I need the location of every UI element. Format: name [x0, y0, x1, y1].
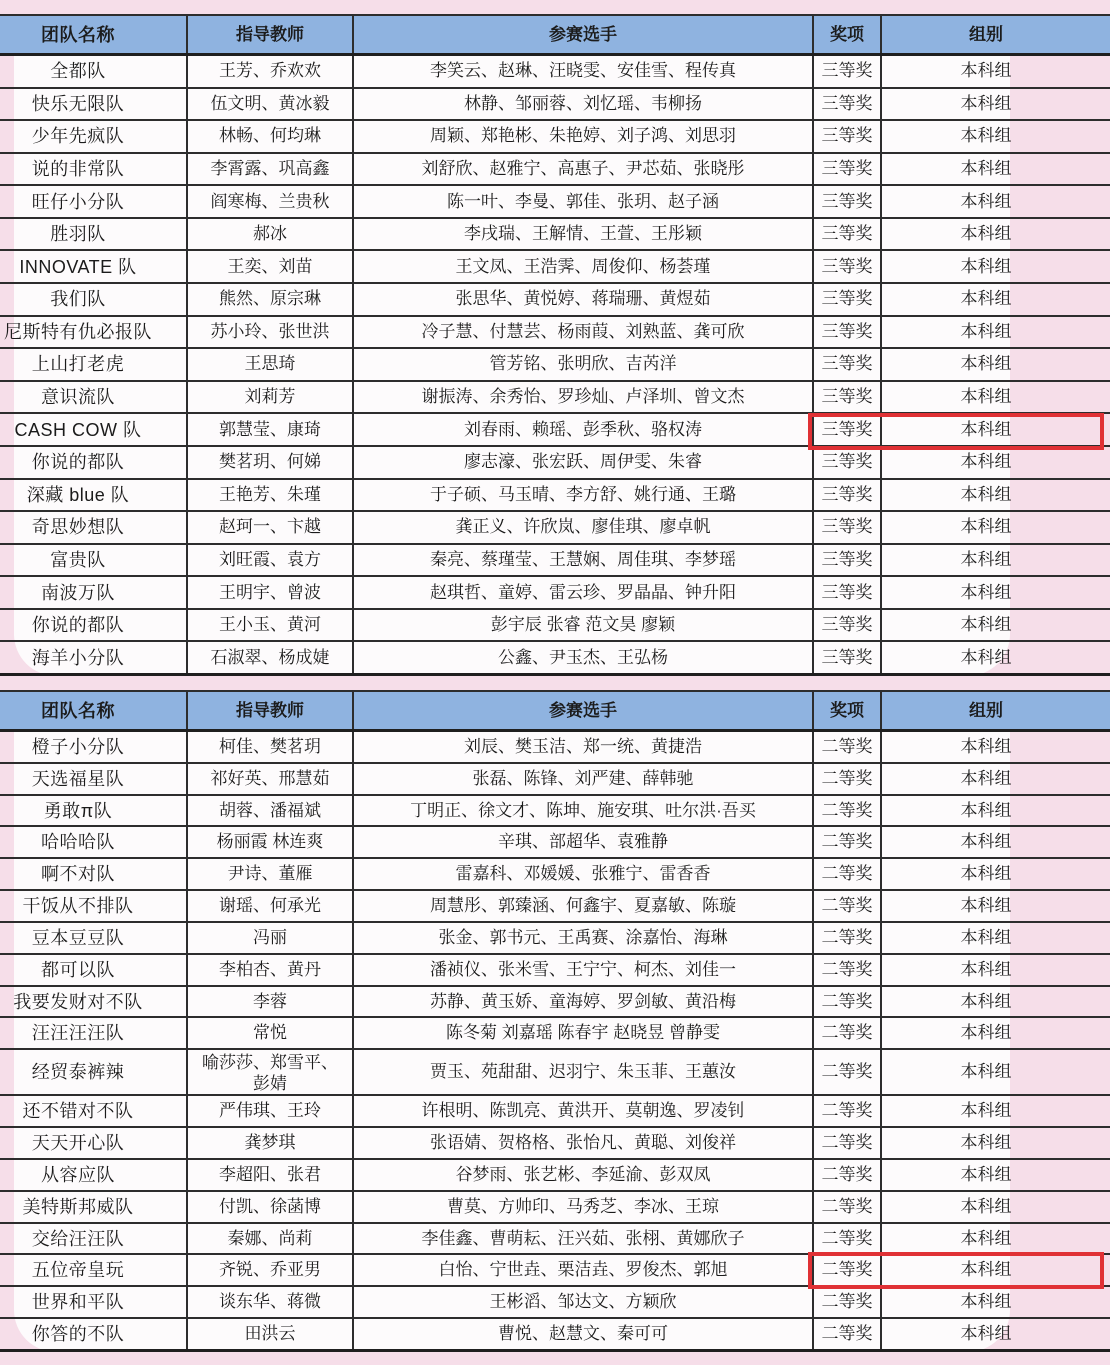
table-row [0, 764, 1110, 796]
results-card-second-prize [14, 690, 1010, 1352]
group-cell: 本科组 [880, 859, 1090, 889]
team-name-cell: 哈哈哈队 [41, 832, 115, 853]
teachers-line1: 喻莎莎、郑雪平、 [202, 1053, 338, 1073]
teachers-cell: 常悦 [186, 1018, 352, 1048]
group-cell: 本科组 [880, 642, 1090, 673]
award-cell: 二等奖 [812, 1018, 880, 1048]
award-cell: 三等奖 [812, 251, 880, 282]
teachers-cell: 田洪云 [186, 1319, 352, 1349]
participants-cell: 张思华、黄悦婷、蒋瑞珊、黄煜茹 [352, 284, 812, 315]
group-cell: 本科组 [880, 827, 1090, 857]
participants-cell: 冷子慧、付慧芸、杨雨葭、刘熟蓝、龚可欣 [352, 317, 812, 348]
team-name-cell: 我们队 [50, 289, 106, 310]
team-name-cell: 交给汪汪队 [31, 1228, 125, 1249]
award-cell: 二等奖 [812, 764, 880, 794]
teachers-cell: 郝冰 [186, 219, 352, 250]
participants-cell: 谷梦雨、张艺彬、李延渝、彭双凤 [352, 1160, 812, 1190]
award-cell: 三等奖 [812, 610, 880, 641]
teachers-cell: 苏小玲、张世洪 [186, 317, 352, 348]
teachers-cell: 刘莉芳 [186, 382, 352, 413]
table-row [0, 642, 1110, 676]
table-row [0, 1050, 1110, 1096]
column-header-group: 组别 [880, 16, 1090, 53]
table-row [0, 1287, 1110, 1319]
award-cell: 二等奖 [812, 923, 880, 953]
award-cell: 三等奖 [812, 219, 880, 250]
group-cell: 本科组 [880, 251, 1090, 282]
participants-cell: 辛琪、部超华、袁雅静 [352, 827, 812, 857]
teachers-cell: 秦娜、尚莉 [186, 1224, 352, 1254]
teachers-cell: 柯佳、樊茗玥 [186, 732, 352, 762]
column-header-players: 参赛选手 [352, 692, 812, 729]
table-row [0, 349, 1110, 382]
participants-cell: 林静、邹丽蓉、刘忆瑶、韦柳扬 [352, 89, 812, 120]
column-header-teachers: 指导教师 [186, 16, 352, 53]
group-cell: 本科组 [880, 349, 1090, 380]
team-name-cell: 美特斯邦威队 [22, 1196, 134, 1217]
award-cell: 三等奖 [812, 284, 880, 315]
award-cell: 二等奖 [812, 796, 880, 826]
award-cell: 三等奖 [812, 414, 880, 445]
award-cell: 三等奖 [812, 186, 880, 217]
table-row [0, 89, 1110, 122]
participants-cell: 刘舒欣、赵雅宁、高惠子、尹芯茹、张晓彤 [352, 154, 812, 185]
team-name-cell: 天天开心队 [31, 1133, 125, 1154]
award-cell: 三等奖 [812, 642, 880, 673]
team-name-cell: 意识流队 [41, 387, 115, 408]
team-name-cell: 橙子小分队 [31, 736, 125, 757]
teachers-line2: 彭婧 [253, 1074, 287, 1094]
table-row [0, 955, 1110, 987]
column-header-team: 团队名称 [41, 24, 115, 45]
table-row [0, 251, 1110, 284]
participants-cell: 于子硕、马玉晴、李方舒、姚行通、王璐 [352, 480, 812, 511]
participants-cell: 管芳铭、张明欣、吉芮洋 [352, 349, 812, 380]
team-name-cell: 尼斯特有仇必报队 [4, 321, 152, 342]
table-row [0, 447, 1110, 480]
award-cell: 三等奖 [812, 447, 880, 478]
award-cell: 二等奖 [812, 827, 880, 857]
award-cell: 二等奖 [812, 987, 880, 1017]
group-cell: 本科组 [880, 610, 1090, 641]
team-name-cell: 你说的都队 [31, 615, 125, 636]
column-header-teachers: 指导教师 [186, 692, 352, 729]
teachers-cell: 林畅、何均琳 [186, 121, 352, 152]
table-row [0, 186, 1110, 219]
table-row [0, 859, 1110, 891]
column-header-group: 组别 [880, 692, 1090, 729]
table-row [0, 1096, 1110, 1128]
teachers-cell: 赵珂一、卞越 [186, 512, 352, 543]
group-cell: 本科组 [880, 284, 1090, 315]
team-name-cell: 全都队 [50, 61, 106, 82]
teachers-cell: 胡蓉、潘福斌 [186, 796, 352, 826]
table-row [0, 577, 1110, 610]
group-cell: 本科组 [880, 1160, 1090, 1190]
award-cell: 三等奖 [812, 577, 880, 608]
group-cell: 本科组 [880, 1192, 1090, 1222]
participants-cell: 张磊、陈锋、刘严建、薛韩驰 [352, 764, 812, 794]
team-name-cell: 深藏 blue 队 [26, 484, 130, 505]
column-header-players: 参赛选手 [352, 16, 812, 53]
group-cell: 本科组 [880, 382, 1090, 413]
award-cell: 二等奖 [812, 1096, 880, 1126]
award-cell: 二等奖 [812, 1255, 880, 1285]
teachers-cell: 王芳、乔欢欢 [186, 56, 352, 87]
team-name-cell: 少年先疯队 [31, 126, 125, 147]
team-name-cell: 南波万队 [41, 582, 115, 603]
group-cell: 本科组 [880, 1255, 1090, 1285]
table-header-row [0, 14, 1110, 56]
participants-cell: 张金、郭书元、王禹赛、涂嘉怡、海琳 [352, 923, 812, 953]
award-cell: 三等奖 [812, 154, 880, 185]
table-row [0, 987, 1110, 1019]
teachers-cell: 李柏杏、黄丹 [186, 955, 352, 985]
group-cell: 本科组 [880, 56, 1090, 87]
participants-cell: 雷嘉科、邓媛媛、张雅宁、雷香香 [352, 859, 812, 889]
participants-cell: 苏静、黄玉娇、童海婷、罗剑敏、黄沿梅 [352, 987, 812, 1017]
teachers-cell: 石淑翠、杨成婕 [186, 642, 352, 673]
table-row [0, 891, 1110, 923]
award-cell: 二等奖 [812, 1224, 880, 1254]
results-card-third-prize [4, 14, 1012, 676]
teachers-cell: 谈东华、蒋微 [186, 1287, 352, 1317]
column-header-team: 团队名称 [41, 700, 115, 721]
participants-cell: 刘春雨、赖瑶、彭季秋、骆权涛 [352, 414, 812, 445]
participants-cell: 许根明、陈凯亮、黄洪开、莫朝逸、罗凌钊 [352, 1096, 812, 1126]
participants-cell: 曹莫、方帅印、马秀芝、李冰、王琼 [352, 1192, 812, 1222]
table-row [0, 219, 1110, 252]
teachers-cell: 冯丽 [186, 923, 352, 953]
award-cell: 三等奖 [812, 480, 880, 511]
participants-cell: 王彬滔、邹达文、方颖欣 [352, 1287, 812, 1317]
award-cell: 三等奖 [812, 89, 880, 120]
award-cell: 二等奖 [812, 955, 880, 985]
team-name-cell: 上山打老虎 [31, 354, 125, 375]
group-cell: 本科组 [880, 512, 1090, 543]
teachers-cell: 严伟琪、王玲 [186, 1096, 352, 1126]
table-row [0, 796, 1110, 828]
teachers-cell: 王奕、刘苗 [186, 251, 352, 282]
table-row [0, 121, 1110, 154]
award-cell: 二等奖 [812, 1128, 880, 1158]
group-cell: 本科组 [880, 186, 1090, 217]
participants-cell: 周颖、郑艳彬、朱艳婷、刘子鸿、刘思羽 [352, 121, 812, 152]
teachers-cell: 杨丽霞 林连爽 [186, 827, 352, 857]
table-row [0, 732, 1110, 764]
team-name-cell: 经贸泰裤辣 [31, 1062, 125, 1083]
award-cell: 三等奖 [812, 317, 880, 348]
team-name-cell: 干饭从不排队 [22, 896, 134, 917]
group-cell: 本科组 [880, 923, 1090, 953]
teachers-cell: 龚梦琪 [186, 1128, 352, 1158]
table-row [0, 284, 1110, 317]
teachers-cell: 齐锐、乔亚男 [186, 1255, 352, 1285]
group-cell: 本科组 [880, 955, 1090, 985]
table-row [0, 154, 1110, 187]
participants-cell: 李戌瑞、王解情、王萱、王彤颖 [352, 219, 812, 250]
award-cell: 二等奖 [812, 1192, 880, 1222]
group-cell: 本科组 [880, 732, 1090, 762]
table-row [0, 317, 1110, 350]
awards-table [0, 690, 1110, 1352]
award-cell: 二等奖 [812, 1287, 880, 1317]
teachers-cell: 王明宇、曾波 [186, 577, 352, 608]
group-cell: 本科组 [880, 764, 1090, 794]
award-cell: 三等奖 [812, 121, 880, 152]
participants-cell: 彭宇辰 张睿 范文昊 廖颖 [352, 610, 812, 641]
table-header-row [0, 690, 1110, 732]
participants-cell: 李笑云、赵琳、汪晓雯、安佳雪、程传真 [352, 56, 812, 87]
team-name-cell: 啊不对队 [41, 864, 115, 885]
group-cell: 本科组 [880, 89, 1090, 120]
participants-cell: 公鑫、尹玉杰、王弘杨 [352, 642, 812, 673]
team-name-cell: 汪汪汪汪队 [31, 1023, 125, 1044]
table-row [0, 1192, 1110, 1224]
participants-cell: 曹悦、赵慧文、秦可可 [352, 1319, 812, 1349]
table-row [0, 1255, 1110, 1287]
participants-cell: 刘辰、樊玉洁、郑一统、黄捷浩 [352, 732, 812, 762]
table-row [0, 480, 1110, 513]
group-cell: 本科组 [880, 1096, 1090, 1126]
team-name-cell: 我要发财对不队 [13, 991, 143, 1012]
table-row [0, 1018, 1110, 1050]
team-name-cell: 还不错对不队 [22, 1101, 134, 1122]
team-name-cell: 勇敢π队 [43, 800, 113, 821]
table-row [0, 1128, 1110, 1160]
teachers-cell: 李蓉 [186, 987, 352, 1017]
teachers-cell: 熊然、原宗琳 [186, 284, 352, 315]
participants-cell: 龚正义、许欣岚、廖佳琪、廖卓帆 [352, 512, 812, 543]
participants-cell: 丁明正、徐文才、陈坤、施安琪、吐尔洪·吾买 [352, 796, 812, 826]
group-cell: 本科组 [880, 154, 1090, 185]
participants-cell: 贾玉、苑甜甜、迟羽宁、朱玉菲、王蕙汝 [352, 1050, 812, 1094]
awards-table [0, 14, 1110, 676]
award-cell: 二等奖 [812, 891, 880, 921]
teachers-cell: 李霄露、巩高鑫 [186, 154, 352, 185]
team-name-cell: INNOVATE 队 [19, 256, 137, 277]
table-row [0, 923, 1110, 955]
participants-cell: 潘祯仪、张米雪、王宁宁、柯杰、刘佳一 [352, 955, 812, 985]
team-name-cell: 从容应队 [41, 1164, 115, 1185]
teachers-cell: 李超阳、张君 [186, 1160, 352, 1190]
award-cell: 三等奖 [812, 382, 880, 413]
participants-cell: 陈冬菊 刘嘉瑶 陈春宇 赵晓昱 曾静雯 [352, 1018, 812, 1048]
participants-cell: 廖志濠、张宏跃、周伊雯、朱睿 [352, 447, 812, 478]
column-header-award: 奖项 [812, 16, 880, 53]
participants-cell: 李佳鑫、曹萌耘、汪兴茹、张栩、黄娜欣子 [352, 1224, 812, 1254]
award-cell: 三等奖 [812, 56, 880, 87]
teachers-cell: 郭慧莹、康琦 [186, 414, 352, 445]
team-name-cell: CASH COW 队 [14, 419, 142, 440]
teachers-cell: 樊茗玥、何娣 [186, 447, 352, 478]
teachers-cell: 王艳芳、朱瑾 [186, 480, 352, 511]
team-name-cell: 你答的不队 [31, 1323, 125, 1344]
team-name-cell: 富贵队 [50, 549, 106, 570]
table-row [0, 610, 1110, 643]
group-cell: 本科组 [880, 480, 1090, 511]
award-cell: 二等奖 [812, 1050, 880, 1094]
group-cell: 本科组 [880, 414, 1090, 445]
teachers-cell: 谢瑶、何承光 [186, 891, 352, 921]
teachers-cell: 祁好英、邢慧茹 [186, 764, 352, 794]
group-cell: 本科组 [880, 891, 1090, 921]
award-cell: 二等奖 [812, 732, 880, 762]
award-cell: 三等奖 [812, 545, 880, 576]
participants-cell: 周慧彤、郭臻涵、何鑫宇、夏嘉敏、陈璇 [352, 891, 812, 921]
group-cell: 本科组 [880, 317, 1090, 348]
group-cell: 本科组 [880, 577, 1090, 608]
participants-cell: 谢振涛、余秀怡、罗珍灿、卢泽圳、曾文杰 [352, 382, 812, 413]
table-row [0, 56, 1110, 89]
team-name-cell: 世界和平队 [31, 1292, 125, 1313]
award-cell: 二等奖 [812, 1319, 880, 1349]
participants-cell: 陈一叶、李曼、郭佳、张玥、赵子涵 [352, 186, 812, 217]
teachers-cell: 尹诗、董雁 [186, 859, 352, 889]
table-row [0, 1319, 1110, 1352]
group-cell: 本科组 [880, 545, 1090, 576]
group-cell: 本科组 [880, 796, 1090, 826]
table-row [0, 512, 1110, 545]
team-name-cell: 你说的都队 [31, 452, 125, 473]
group-cell: 本科组 [880, 1224, 1090, 1254]
table-row [0, 382, 1110, 415]
table-row [0, 1224, 1110, 1256]
group-cell: 本科组 [880, 1287, 1090, 1317]
team-name-cell: 奇思妙想队 [31, 517, 125, 538]
teachers-cell: 付凯、徐菡博 [186, 1192, 352, 1222]
participants-cell: 张语婧、贺格格、张怡凡、黄聪、刘俊祥 [352, 1128, 812, 1158]
column-header-award: 奖项 [812, 692, 880, 729]
team-name-cell: 都可以队 [41, 959, 115, 980]
group-cell: 本科组 [880, 1018, 1090, 1048]
participants-cell: 白怡、宁世垚、栗洁垚、罗俊杰、郭旭 [352, 1255, 812, 1285]
teachers-cell: 刘旺霞、袁方 [186, 545, 352, 576]
table-row [0, 1160, 1110, 1192]
table-row [0, 414, 1110, 447]
team-name-cell: 说的非常队 [31, 159, 125, 180]
award-cell: 二等奖 [812, 859, 880, 889]
teachers-cell: 王思琦 [186, 349, 352, 380]
participants-cell: 王文凤、王浩霁、周俊仰、杨荟瑾 [352, 251, 812, 282]
teachers-cell: 王小玉、黄河 [186, 610, 352, 641]
group-cell: 本科组 [880, 1319, 1090, 1349]
award-cell: 三等奖 [812, 349, 880, 380]
group-cell: 本科组 [880, 121, 1090, 152]
teachers-cell: 伍文明、黄冰毅 [186, 89, 352, 120]
team-name-cell: 海羊小分队 [31, 647, 125, 668]
award-cell: 三等奖 [812, 512, 880, 543]
team-name-cell: 五位帝皇玩 [31, 1260, 125, 1281]
teachers-cell: 阎寒梅、兰贵秋 [186, 186, 352, 217]
group-cell: 本科组 [880, 447, 1090, 478]
table-row [0, 827, 1110, 859]
team-name-cell: 胜羽队 [50, 224, 106, 245]
team-name-cell: 快乐无限队 [31, 93, 125, 114]
team-name-cell: 旺仔小分队 [31, 191, 125, 212]
group-cell: 本科组 [880, 987, 1090, 1017]
participants-cell: 秦亮、蔡瑾莹、王慧娴、周佳琪、李梦瑶 [352, 545, 812, 576]
award-cell: 二等奖 [812, 1160, 880, 1190]
group-cell: 本科组 [880, 1050, 1090, 1094]
teachers-cell [186, 1050, 352, 1094]
participants-cell: 赵琪哲、童婷、雷云珍、罗晶晶、钟升阳 [352, 577, 812, 608]
team-name-cell: 豆本豆豆队 [31, 927, 125, 948]
table-row [0, 545, 1110, 578]
group-cell: 本科组 [880, 219, 1090, 250]
team-name-cell: 天选福星队 [31, 768, 125, 789]
group-cell: 本科组 [880, 1128, 1090, 1158]
